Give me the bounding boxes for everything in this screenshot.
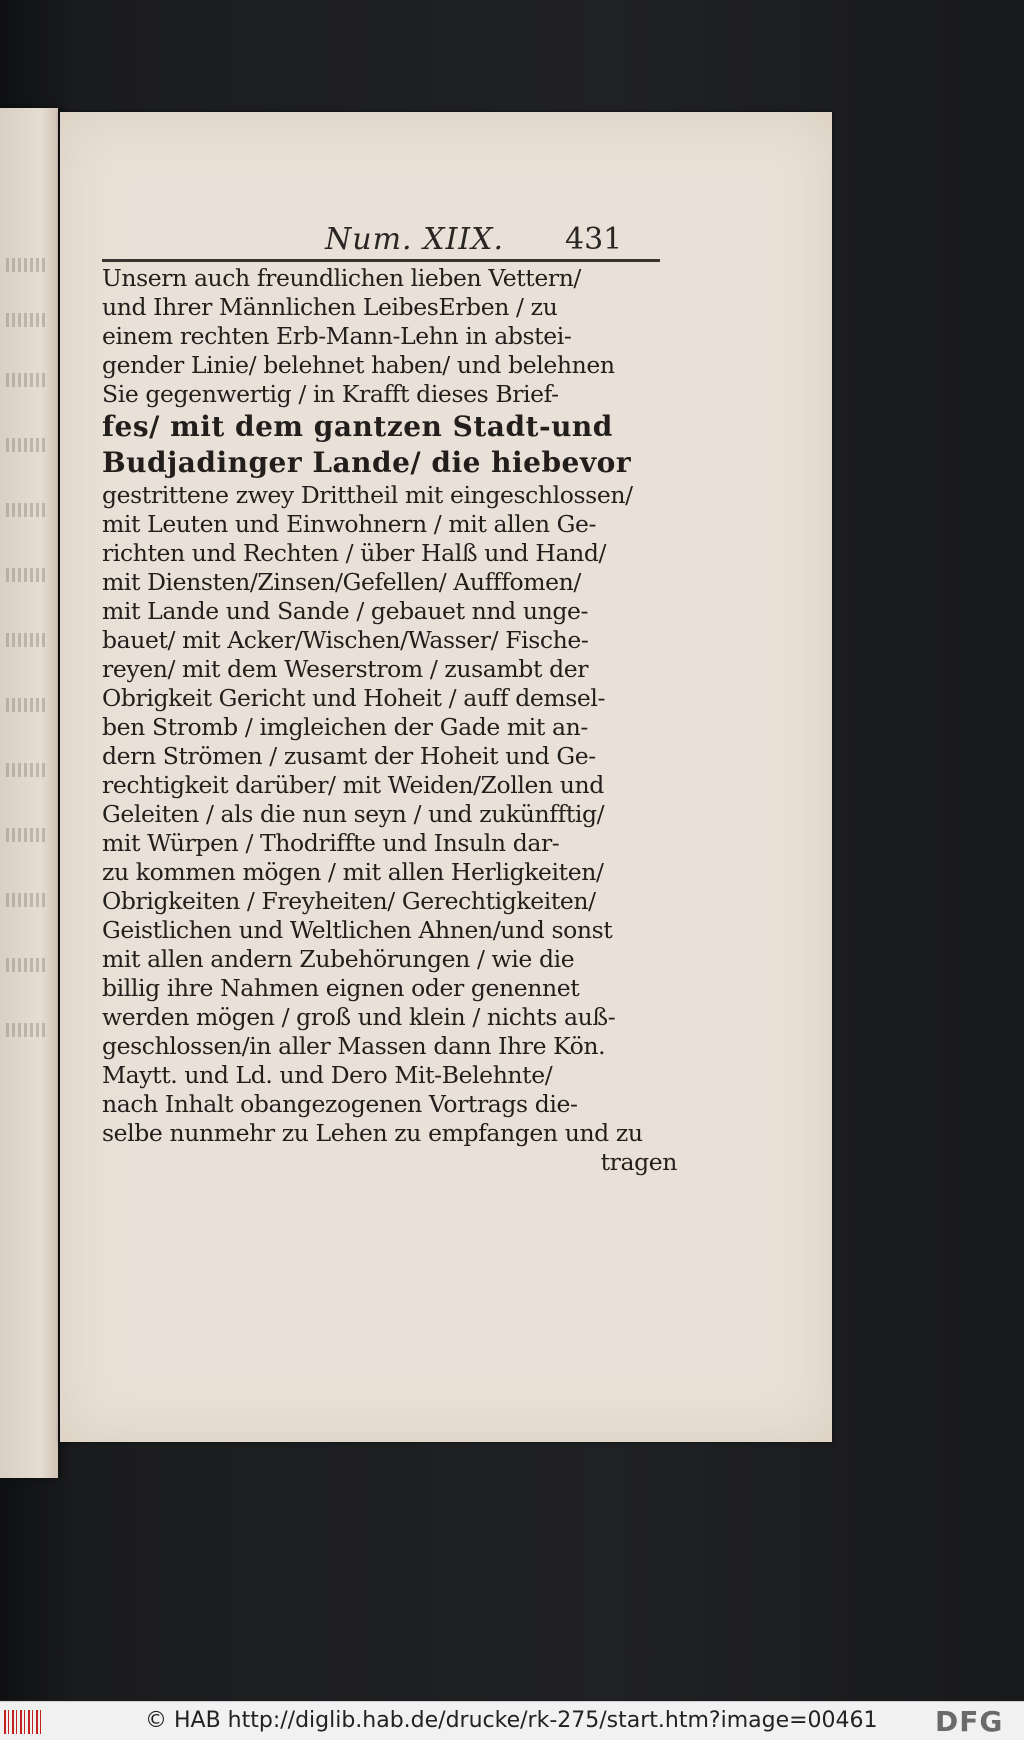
text-line: Unsern auch freundlichen lieben Vettern/ <box>102 264 581 292</box>
page-number: 431 <box>565 222 623 257</box>
body-text <box>102 264 677 1177</box>
ghost-text-line <box>6 893 46 907</box>
text-line: werden mögen / groß und klein / nichts auß- <box>102 1003 616 1031</box>
text-line: geschlossen/in aller Massen dann Ihre Kön. <box>102 1032 606 1060</box>
text-line: mit allen andern Zubehörungen / wie die <box>102 945 575 973</box>
text-line: mit Leuten und Einwohnern / mit allen Ge- <box>102 510 597 538</box>
text-line: Sie gegenwertig / in Krafft dieses Brief- <box>102 380 559 408</box>
text-line: nach Inhalt obangezogenen Vortrags die- <box>102 1090 578 1118</box>
barcode-icon <box>4 1710 44 1734</box>
text-line: gender Linie/ belehnet haben/ und belehnen <box>102 351 615 379</box>
text-line: selbe nunmehr zu Lehen zu empfangen und zu <box>102 1119 643 1147</box>
text-line: einem rechten Erb-Mann-Lehn in abstei- <box>102 322 572 350</box>
text-line: reyen/ mit dem Weserstrom / zusambt der <box>102 655 589 683</box>
footer-bar <box>0 1701 1024 1740</box>
text-line: ben Stromb / imgleichen der Gade mit an- <box>102 713 588 741</box>
ghost-text-line <box>6 633 46 647</box>
text-line: Obrigkeit Gericht und Hoheit / auff demsel- <box>102 684 606 712</box>
ghost-text-line <box>6 698 46 712</box>
running-title: Num. XIIX. <box>325 222 505 257</box>
text-line: zu kommen mögen / mit allen Herligkeiten/ <box>102 858 604 886</box>
text-line: mit Lande und Sande / gebauet nnd unge- <box>102 597 589 625</box>
page-header <box>265 222 665 262</box>
ghost-text-line <box>6 373 46 387</box>
ghost-text-line <box>6 313 46 327</box>
ghost-text-line <box>6 503 46 517</box>
text-line: richten und Rechten / über Halß und Hand/ <box>102 539 606 567</box>
catchword: tragen <box>600 1148 677 1176</box>
text-line: dern Strömen / zusamt der Hoheit und Ge- <box>102 742 596 770</box>
text-line-emphasis: Budjadinger Lande/ die hiebevor <box>102 446 632 479</box>
text-line-emphasis: fes/ mit dem gantzen Stadt-und <box>102 410 613 443</box>
ghost-text-line <box>6 1023 46 1037</box>
text-line: mit Würpen / Thodriffte und Insuln dar- <box>102 829 560 857</box>
ghost-text-line <box>6 438 46 452</box>
ghost-text-line <box>6 763 46 777</box>
ghost-text-line <box>6 258 46 272</box>
text-line: Geleiten / als die nun seyn / und zukünfftig/ <box>102 800 605 828</box>
book-page <box>60 112 832 1442</box>
text-line: Obrigkeiten / Freyheiten/ Gerechtigkeiten/ <box>102 887 596 915</box>
ghost-text-line <box>6 568 46 582</box>
dfg-logo: DFG <box>935 1705 1004 1738</box>
previous-page-edge <box>0 108 58 1478</box>
text-line: Maytt. und Ld. und Dero Mit-Belehnte/ <box>102 1061 553 1089</box>
text-line: billig ihre Nahmen eignen oder genennet <box>102 974 580 1002</box>
text-line: mit Diensten/Zinsen/Gefellen/ Aufffomen/ <box>102 568 581 596</box>
ghost-text-line <box>6 828 46 842</box>
text-line: Geistlichen und Weltlichen Ahnen/und sonst <box>102 916 613 944</box>
text-line: gestrittene zwey Drittheil mit eingeschlossen/ <box>102 481 633 509</box>
copyright-link[interactable]: © HAB http://diglib.hab.de/drucke/rk-275/start.htm?image=00461 <box>145 1708 878 1733</box>
text-line: und Ihrer Männlichen LeibesErben / zu <box>102 293 558 321</box>
ghost-text-line <box>6 958 46 972</box>
header-rule <box>102 259 660 262</box>
text-line: rechtigkeit darüber/ mit Weiden/Zollen und <box>102 771 604 799</box>
text-line: bauet/ mit Acker/Wischen/Wasser/ Fische- <box>102 626 589 654</box>
